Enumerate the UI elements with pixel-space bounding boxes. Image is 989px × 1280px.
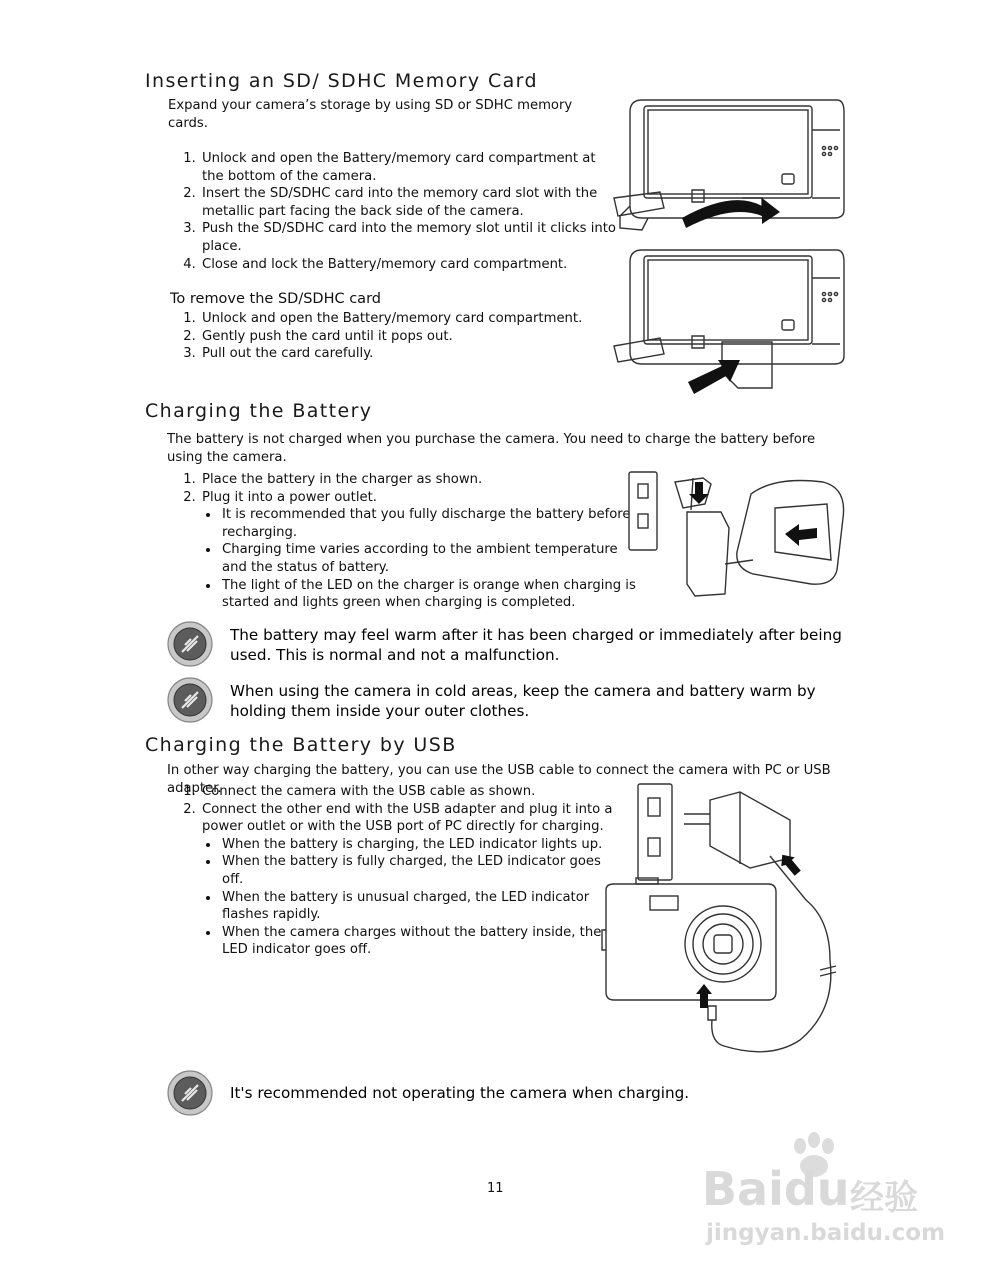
bullet-item: • When the battery is unusual charged, the LED indicator flashes rapidly. [220,889,625,924]
usb-note: It's recommended not operating the camera when charging. [230,1084,690,1102]
watermark-brand: Bai [702,1162,784,1216]
list-item: 1. Place the battery in the charger as shown. [200,471,645,489]
sd-steps [167,150,620,273]
camera-insert-card-illustration [612,90,850,238]
battery-intro: The battery is not charged when you purchase the camera. You need to charge the battery before using the camera. [167,432,816,465]
bullet-item: • When the camera charges without the battery inside, the LED indicator goes off. [220,924,625,959]
battery-note-cold: When using the camera in cold areas, keep the camera and battery warm by holding them inside your outer clothes. [230,682,816,720]
bullet-item: • It is recommended that you fully discharge the battery before recharging. [220,506,645,541]
watermark-url: jingyan.baidu.com [706,1220,946,1246]
usb-bullets [202,836,625,959]
bullet-item: • Charging time varies according to the ambient temperature and the status of battery. [220,541,645,576]
note-icon [167,621,213,671]
list-item: 1. Unlock and open the Battery/memory card compartment at the bottom of the camera. [200,150,620,185]
list-item: 4. Close and lock the Battery/memory card compartment. [200,256,620,274]
section-title-sd: Inserting an SD/ SDHC Memory Card [145,70,539,92]
battery-note-warm: The battery may feel warm after it has been charged or immediately after being used. This is normal and not a malfunction. [230,626,842,664]
note-icon [167,677,213,727]
list-item: 1. Connect the camera with the USB cable as shown. [200,783,625,801]
watermark-cn: 经验 [850,1178,918,1218]
section-title-battery: Charging the Battery [145,400,373,422]
battery-bullets [202,506,645,612]
section-title-usb: Charging the Battery by USB [145,734,457,756]
battery-steps [167,471,645,612]
list-item: 3. Pull out the card carefully. [200,345,620,363]
sd-remove-title: To remove the SD/SDHC card [170,291,381,307]
watermark-brand2: du [783,1162,850,1216]
list-item-text: Plug it into a power outlet. [202,489,377,505]
camera-remove-card-illustration [612,242,850,402]
list-item [200,801,625,959]
list-item [200,489,645,612]
sd-intro: Expand your camera’s storage by using SD or SDHC memory cards. [168,98,573,131]
list-item: 2. Gently push the card until it pops out. [200,328,620,346]
page-number: 11 [487,1181,504,1196]
list-item: 2. Insert the SD/SDHC card into the memory card slot with the metallic part facing the back side of the camera. [200,185,620,220]
baidu-watermark [700,1132,946,1250]
bullet-item: • When the battery is charging, the LED indicator lights up. [220,836,625,854]
battery-charger-illustration [625,468,847,600]
bullet-item: • The light of the LED on the charger is orange when charging is started and lights green when charging is completed. [220,577,645,612]
list-item: 3. Push the SD/SDHC card into the memory slot until it clicks into place. [200,220,620,255]
list-item-text: Connect the other end with the USB adapter and plug it into a power outlet or with the USB port of PC directly for charging. [202,801,613,835]
usb-charging-illustration [600,780,850,1060]
usb-intro: In other way charging the battery, you can use the USB cable to connect the camera with PC or USB adapter. [167,763,831,796]
note-icon [167,1070,213,1120]
bullet-item: • When the battery is fully charged, the LED indicator goes off. [220,853,625,888]
usb-steps [167,783,625,959]
list-item: 1. Unlock and open the Battery/memory card compartment. [200,310,620,328]
sd-remove-steps [167,310,620,363]
